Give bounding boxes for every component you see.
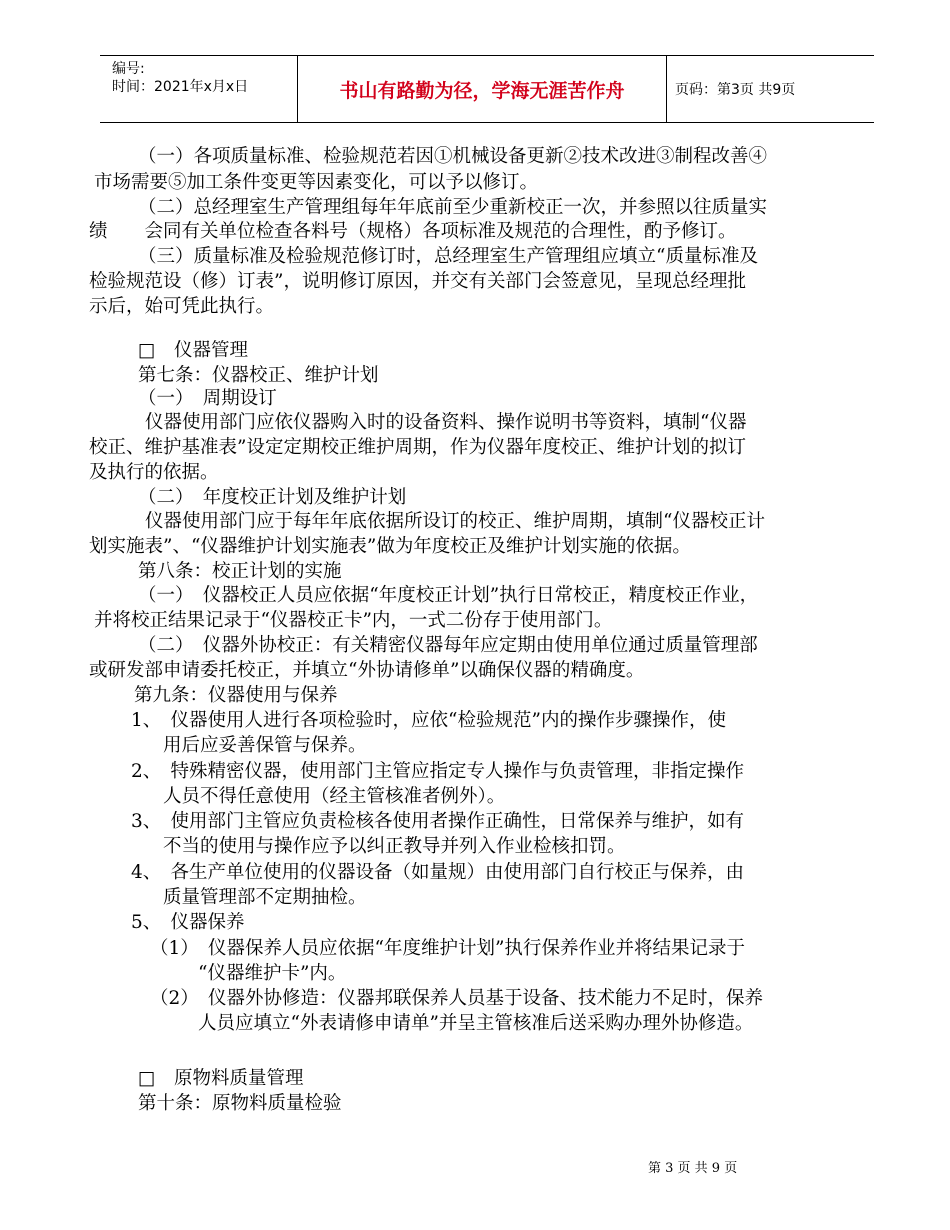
sub-list-item: （2） 仪器外协修造：仪器邦联保养人员基于设备、技术能力不足时，保养 [150, 988, 764, 1009]
body-line: 及执行的依据。 [89, 462, 219, 483]
header-motto: 书山有路勤为径，学海无涯苦作舟 [298, 56, 667, 122]
body-line: （二）总经理室生产管理组每年年底前至少重新校正一次，并参照以往质量实 [138, 197, 768, 218]
body-line: 用后应妥善保管与保养。 [163, 735, 367, 756]
body-line: 示后，始可凭此执行。 [89, 296, 275, 317]
article-heading: 第七条：仪器校正、维护计划 [138, 365, 379, 386]
document-time: 时间：2021年x月x日 [112, 79, 249, 95]
body-line: 市场需要⑤加工条件变更等因素变化，可以予以修订。 [94, 172, 539, 193]
body-line: 不当的使用与操作应予以纠正教导并列入作业检核扣罚。 [163, 836, 626, 857]
body-line: （二） 仪器外协校正：有关精密仪器每年应定期由使用单位通过质量管理部 [138, 635, 758, 656]
document-number-label: 编号: [112, 61, 145, 77]
body-line: （一）各项质量标准、检验规范若因①机械设备更新②技术改进③制程改善④ [138, 146, 768, 167]
list-item: 4、 各生产单位使用的仪器设备（如量规）由使用部门自行校正与保养，由 [131, 862, 745, 883]
body-line: （一） 周期设订 [138, 388, 277, 409]
article-heading: 第九条：仪器使用与保养 [134, 685, 338, 706]
body-line: 检验规范设（修）订表”，说明修订原因，并交有关部门会签意见，呈现总经理批 [89, 271, 746, 292]
body-line: 划实施表”、“仪器维护计划实施表”做为年度校正及维护计划实施的依据。 [89, 536, 691, 557]
page-header [100, 55, 874, 123]
body-line: （三）质量标准及检验规范修订时，总经理室生产管理组应填立“质量标准及 [138, 246, 758, 267]
section-heading: □ 原物料质量管理 [138, 1068, 304, 1089]
header-meta [100, 56, 298, 122]
list-item: 1、 仪器使用人进行各项检验时，应依“检验规范”内的操作步骤操作，使 [131, 710, 726, 731]
section-heading: □ 仪器管理 [138, 340, 248, 361]
body-line: 绩 会同有关单位检查各料号（规格）各项标准及规范的合理性，酌予修订。 [89, 221, 737, 242]
body-line: 质量管理部不定期抽检。 [163, 887, 367, 908]
body-line: 仪器使用部门应于每年年底依据所设订的校正、维护周期，填制“仪器校正计 [145, 511, 765, 532]
body-line: 人员不得任意使用（经主管核准者例外）。 [163, 786, 506, 807]
sub-list-item: （1） 仪器保养人员应依据“年度维护计划”执行保养作业并将结果记录于 [150, 938, 745, 959]
article-heading: 第八条：校正计划的实施 [138, 561, 342, 582]
body-line: 人员应填立“外表请修申请单”并呈主管核准后送采购办理外协修造。 [198, 1013, 754, 1034]
body-line: “仪器维护卡”内。 [198, 963, 347, 984]
body-line: 并将校正结果记录于“仪器校正卡”内，一式二份存于使用部门。 [94, 610, 613, 631]
body-line: （二） 年度校正计划及维护计划 [138, 487, 407, 508]
body-line: （一） 仪器校正人员应依据“年度校正计划”执行日常校正，精度校正作业， [138, 585, 759, 606]
list-item: 5、 仪器保养 [131, 912, 245, 933]
list-item: 2、 特殊精密仪器，使用部门主管应指定专人操作与负责管理，非指定操作 [131, 761, 745, 782]
page-footer: 第 3 页 共 9 页 [648, 1161, 738, 1176]
body-line: 或研发部申请委托校正，并填立“外协请修单”以确保仪器的精确度。 [89, 660, 645, 681]
body-line: 校正、维护基准表”设定定期校正维护周期，作为仪器年度校正、维护计划的拟订 [89, 437, 746, 458]
list-item: 3、 使用部门主管应负责检核各使用者操作正确性，日常保养与维护，如有 [131, 811, 745, 832]
article-heading: 第十条：原物料质量检验 [138, 1093, 342, 1114]
header-page-info: 页码：第3页 共9页 [675, 82, 796, 98]
body-line: 仪器使用部门应依仪器购入时的设备资料、操作说明书等资料，填制“仪器 [145, 412, 747, 433]
